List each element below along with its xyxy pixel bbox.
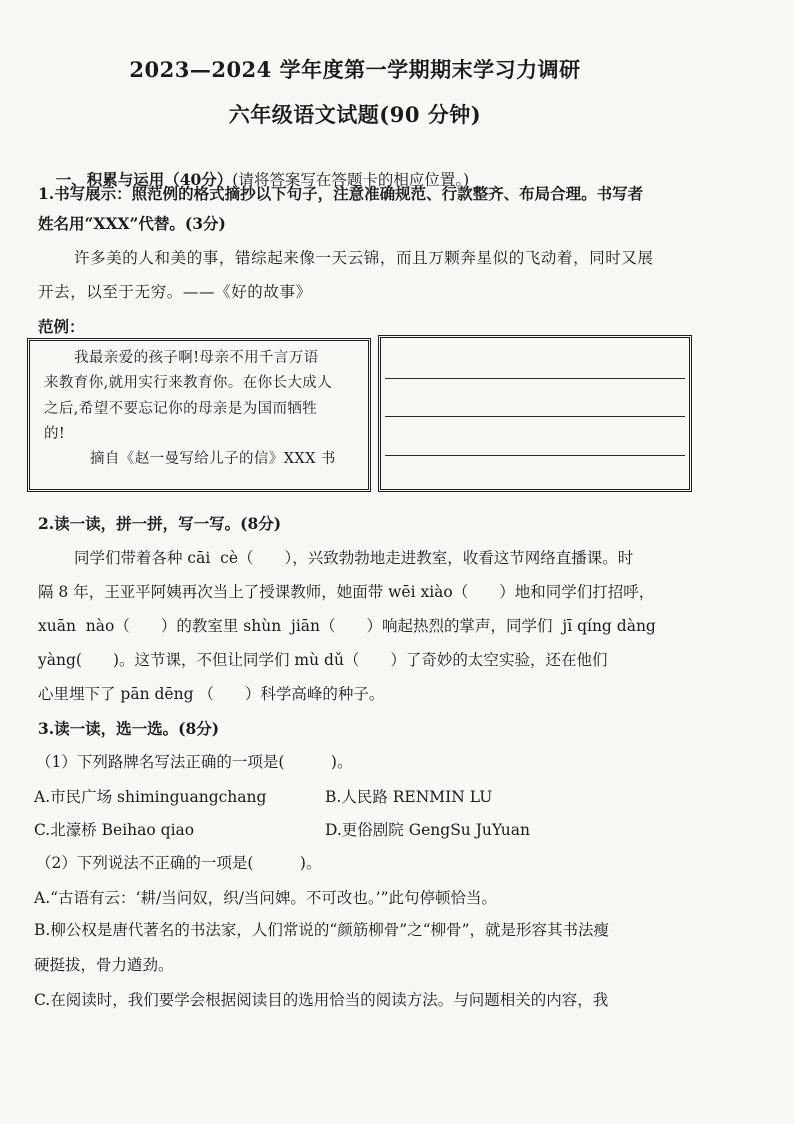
example-label: 范例： [38,317,85,336]
q3-2-option-b-line-1: B.柳公权是唐代著名的书法家，人们常说的“颜筋柳骨”之“柳骨”，就是形容其书法瘦 [34,921,610,939]
q1-quote-line-2: 开去，以至于无穷。——《好的故事》 [38,283,312,301]
q3-2-option-b-line-2: 硬挺拔，骨力遒劲。 [34,956,174,974]
exam-subtitle: 六年级语文试题(90 分钟) [228,102,482,127]
writing-line [385,455,685,456]
section-note: (请将答案写在答题卡的相应位置。) [232,171,470,189]
q2-line-3: xuān nào（ ）的教室里 shùn jiān（ ）响起热烈的掌声，同学们 jī qíng dàng [38,617,656,635]
q3-2-option-c: C.在阅读时，我们要学会根据阅读目的选用恰当的阅读方法。与问题相关的内容，我 [34,991,609,1009]
q3-1-option-a: A.市民广场 shiminguangchang [34,788,267,806]
writing-line [385,416,685,417]
q2-line-1: 同学们带着各种 cāi cè（ ），兴致勃勃地走进教室，收看这节网络直播课。时 [74,549,634,567]
q3-1-stem: （1）下列路牌名写法正确的一项是( )。 [36,753,353,771]
q1-prompt-line-1: 1.书写展示：照范例的格式摘抄以下句子，注意准确规范、行款整齐、布局合理。书写者 [38,184,644,203]
q1-quote-line-1: 许多美的人和美的事，错综起来像一天云锦，而且万颗奔星似的飞动着，同时又展 [74,249,654,267]
q3-2-option-a: A.“古语有云：‘耕/当问奴，织/当问婢。不可改也。’”此句停顿恰当。 [34,889,498,907]
q2-line-5: 心里埋下了 pān dēng （ ）科学高峰的种子。 [38,685,385,703]
example-source: 摘自《赵一曼写给儿子的信》XXX 书 [90,451,336,467]
q1-prompt-line-2: 姓名用“XXX”代替。(3分) [38,214,226,233]
q2-line-2: 隔 8 年，王亚平阿姨再次当上了授课教师，她面带 wēi xiào（ ）地和同学们打招呼， [38,583,655,601]
section-title: 一、积累与运用（40分） [55,170,233,189]
q2-line-4: yàng( )。这节课，不但让同学们 mù dǔ（ ）了奇妙的太空实验，还在他们 [38,651,608,669]
q3-1-option-d: D.更俗剧院 GengSu JuYuan [325,821,531,839]
q3-2-stem: （2）下列说法不正确的一项是( )。 [36,854,322,872]
q3-heading: 3.读一读，选一选。(8分) [38,719,220,738]
q3-1-option-c: C.北濠桥 Beihao qiao [34,821,195,839]
example-line-1: 我最亲爱的孩子啊!母亲不用千言万语 [74,350,319,366]
answer-writing-box [378,335,692,492]
example-line-3: 之后,希望不要忘记你的母亲是为国而牺牲 [44,401,318,417]
example-line-2: 来教育你,就用实行来教育你。在你长大成人 [44,375,333,391]
example-box [27,338,371,492]
q2-heading: 2.读一读，拼一拼，写一写。(8分) [38,514,282,533]
writing-line [385,378,685,379]
example-line-4: 的! [44,426,66,442]
q3-1-option-b: B.人民路 RENMIN LU [325,788,493,806]
exam-title: 2023—2024 学年度第一学期期末学习力调研 [129,57,581,82]
